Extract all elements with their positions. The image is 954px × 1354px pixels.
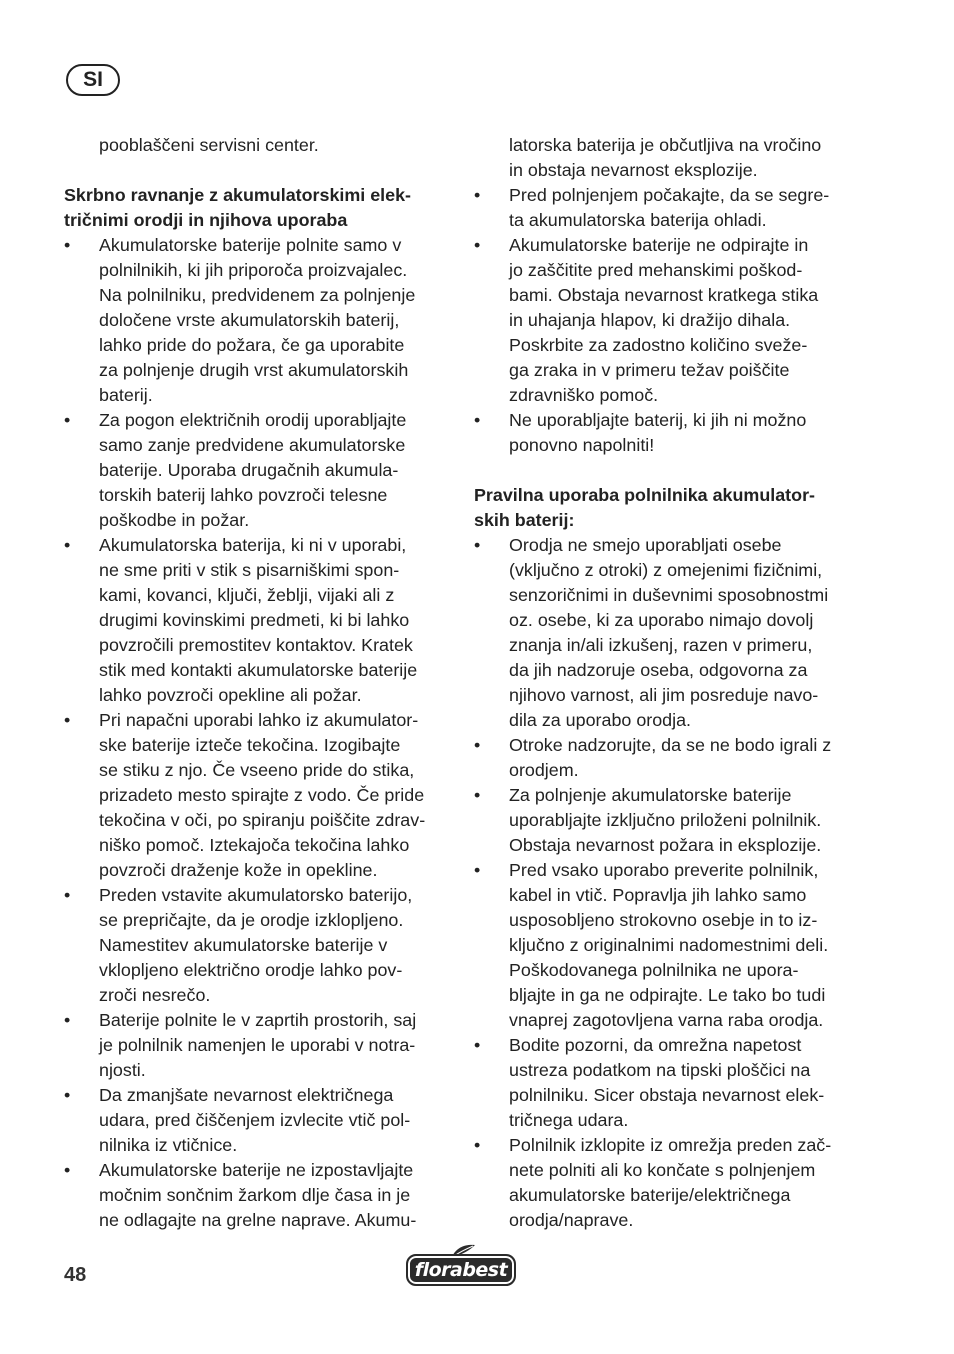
left-column: [64, 133, 456, 1233]
list-item: • Baterije polnite le v zaprtih prostorih, saj je polnilnik namenjen le uporabi v notra- njosti.: [64, 1008, 456, 1083]
list-item: • Da zmanjšate nevarnost električnega udara, pred čiščenjem izvlecite vtič pol- nilnika iz vtičnice.: [64, 1083, 456, 1158]
list-item: • Pred polnjenjem počakajte, da se segre- ta akumulatorska baterija ohladi.: [474, 183, 866, 233]
list-item: • Pred vsako uporabo preverite polnilnik, kabel in vtič. Popravlja jih lahko samo usposobljeno strokovno osebje in to iz- ključno z originalnimi nadomestnimi deli. Poškodovanega polnilnika ne upora- bljajte in ga ne odpirajte. Le tako bo tudi vnaprej zagotovljena varna raba orodja.: [474, 858, 866, 1033]
continued-text: pooblaščeni servisni center.: [99, 135, 319, 155]
list-item: • Otroke nadzorujte, da se ne bodo igrali z orodjem.: [474, 733, 866, 783]
logo-text: florabest: [414, 1259, 508, 1281]
page-number: 48: [64, 1264, 87, 1286]
battery-care-list: [64, 233, 456, 1233]
list-item: • Akumulatorske baterije polnite samo v polnilnikih, ki jih priporoča proizvajalec. Na polnilniku, predvidenem za polnjenje določene vrste akumulatorskih baterij, lahko pride do požara, če ga uporabite za polnjenje drugih vrst akumulatorskih baterij.: [64, 233, 456, 408]
list-item: • Orodja ne smejo uporabljati osebe (vključno z otroki) z omejenimi fizičnimi, senzoričnimi in duševnimi sposobnostmi oz. osebe, ki za uporabo nimajo dovolj znanja in/ali izkušenj, razen v primeru, da jih nadzoruje oseba, odgovorna za njihovo varnost, ali jim posreduje navo- dila za uporabo orodja.: [474, 533, 866, 733]
list-item: • Za polnjenje akumulatorske baterije uporabljajte izključno priloženi polnilnik. Obstaja nevarnost požara in eksplozije.: [474, 783, 866, 858]
list-item: • Akumulatorske baterije ne izpostavljajte močnim sončnim žarkom dlje časa in je ne odlagajte na grelne naprave. Akumu-: [64, 1158, 456, 1233]
battery-care-list-continued: [474, 183, 866, 458]
list-item: • Preden vstavite akumulatorsko baterijo, se prepričajte, da je orodje izklopljeno. Namestitev akumulatorske baterije v vklopljeno električno orodje lahko pov- zroči nesrečo.: [64, 883, 456, 1008]
right-column: [474, 133, 866, 1233]
language-badge: [66, 64, 120, 96]
charger-use-list: [474, 533, 866, 1233]
continued-text: latorska baterija je občutljiva na vročino in obstaja nevarnost eksplozije.: [509, 135, 822, 180]
florabest-logo: [404, 1244, 520, 1290]
spacer: [474, 458, 866, 483]
section-heading-charger-use: Pravilna uporaba polnilnika akumulator- skih baterij:: [474, 485, 815, 530]
list-item: • Ne uporabljajte baterij, ki jih ni možno ponovno napolniti!: [474, 408, 866, 458]
language-code: SI: [83, 68, 103, 91]
list-item: • Za pogon električnih orodij uporabljajte samo zanje predvidene akumulatorske baterije. Uporaba drugačnih akumula- torskih baterij lahko povzroči telesne poškodbe in požar.: [64, 408, 456, 533]
list-item: • Bodite pozorni, da omrežna napetost ustreza podatkom na tipski ploščici na polnilniku. Sicer obstaja nevarnost elek- tričnega udara.: [474, 1033, 866, 1133]
list-item: • Polnilnik izklopite iz omrežja preden zač- nete polniti ali ko končate s polnjenjem akumulatorske baterije/električnega orodja/naprave.: [474, 1133, 866, 1233]
spacer: [64, 158, 456, 183]
list-item: • Akumulatorske baterije ne odpirajte in jo zaščitite pred mehanskimi poškod- bami. Obstaja nevarnost kratkega stika in uhajanja hlapov, ki dražijo dihala. Poskrbite za zadostno količino sveže- ga zraka in v primeru težav poiščite zdravniško pomoč.: [474, 233, 866, 408]
list-item: • Akumulatorska baterija, ki ni v uporabi, ne sme priti v stik s pisarniškimi spon- kami, kovanci, ključi, žeblji, vijaki ali z drugimi kovinskimi predmeti, ki bi lahko povzročili premostitev kontaktov. Kratek stik med kontakti akumulatorske baterije lahko povzroči opekline ali požar.: [64, 533, 456, 708]
section-heading-battery-care: Skrbno ravnanje z akumulatorskimi elek- tričnimi orodji in njihova uporaba: [64, 185, 412, 230]
list-item: • Pri napačni uporabi lahko iz akumulator- ske baterije izteče tekočina. Izogibajte se stiku z njo. Če vseeno pride do stika, prizadeto mesto spirajte z vodo. Če pride tekočina v oči, po spiranju poiščite zdrav- niško pomoč. Iztekajoča tekočina lahko povzroči draženje kože in opekline.: [64, 708, 456, 883]
logo-badge: [406, 1254, 516, 1286]
